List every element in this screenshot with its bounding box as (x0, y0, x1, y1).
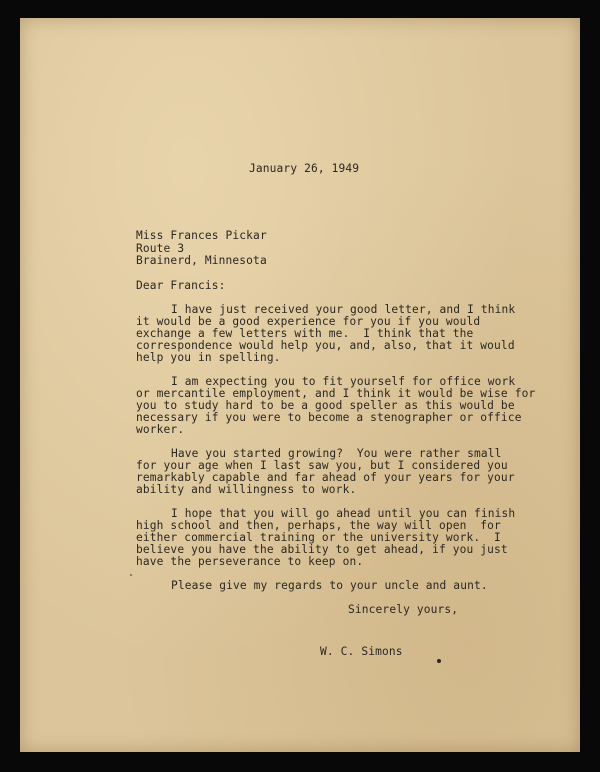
letter-page (20, 18, 580, 752)
paragraph-line: I hope that you will go ahead until you can finish (171, 507, 516, 520)
paragraph-line: for your age when I last saw you, but I considered you (136, 459, 508, 472)
paragraph-line: ability and willingness to work. (136, 483, 357, 496)
paragraph-line: I have just received your good letter, and I think (171, 303, 516, 316)
recipient-name: Miss Frances Pickar (136, 229, 267, 242)
paragraph-line: either commercial training or the university work. I (136, 531, 501, 544)
recipient-address-line: Route 3 (136, 242, 185, 255)
paragraph-line: Have you started growing? You were rather small (171, 447, 502, 460)
paragraph-line: I am expecting you to fit yourself for office work (171, 375, 516, 388)
paragraph-line: or mercantile employment, and I think it would be wise for (136, 387, 536, 400)
ink-mark (130, 574, 132, 576)
paragraph-line: high school and then, perhaps, the way will open for (136, 519, 501, 532)
closing: Sincerely yours, (348, 603, 459, 616)
paragraph-line: help you in spelling. (136, 351, 281, 364)
salutation: Dear Francis: (136, 279, 226, 292)
paragraph-line: it would be a good experience for you if you would (136, 315, 481, 328)
paragraph-line: Please give my regards to your uncle and aunt. (171, 579, 488, 592)
ink-mark (437, 659, 441, 663)
paragraph-line: exchange a few letters with me. I think that the (136, 327, 474, 340)
paragraph-line: have the perseverance to keep on. (136, 555, 364, 568)
paragraph-line: remarkably capable and far ahead of your years for your (136, 471, 515, 484)
paragraph-line: you to study hard to be a good speller as this would be (136, 399, 515, 412)
paragraph-line: correspondence would help you, and, also, that it would (136, 339, 515, 352)
paragraph-line: worker. (136, 423, 185, 436)
recipient-city-state: Brainerd, Minnesota (136, 254, 267, 267)
signature-name: W. C. Simons (320, 645, 403, 658)
letter-date: January 26, 1949 (249, 162, 360, 175)
paragraph-line: believe you have the ability to get ahead, if you just (136, 543, 508, 556)
paragraph-line: necessary if you were to become a stenographer or office (136, 411, 522, 424)
